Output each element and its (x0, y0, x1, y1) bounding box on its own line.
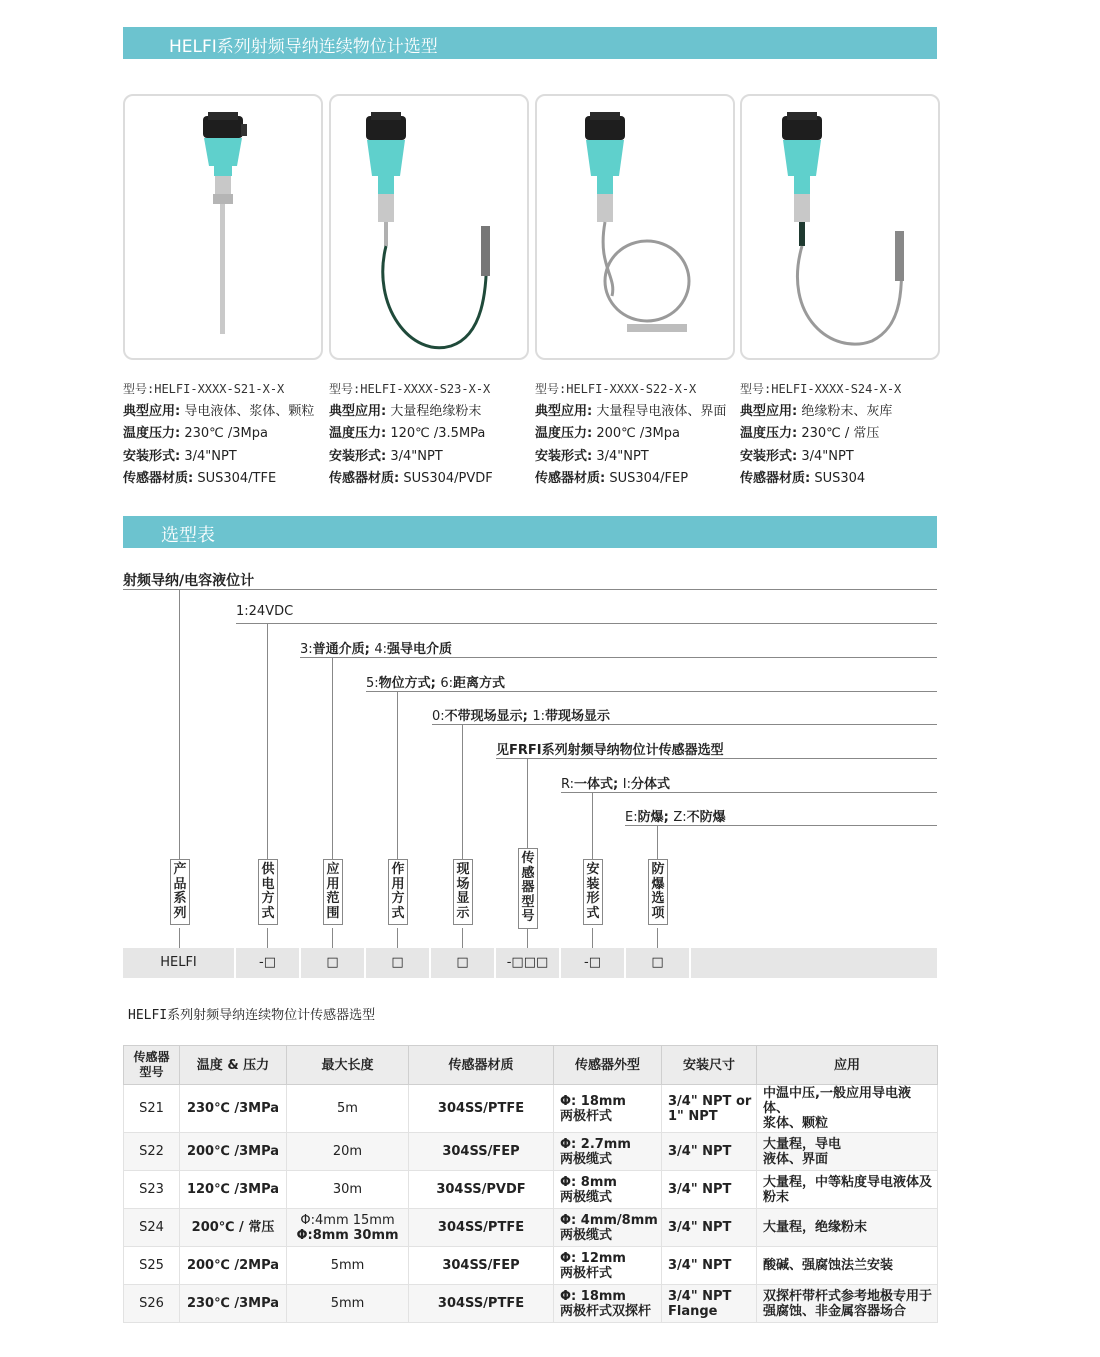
header-cell: 传感器 型号 (124, 1046, 180, 1085)
material-label: 传感器材质: (535, 471, 606, 486)
cell-model: S25 (124, 1247, 180, 1285)
mount-label: 安装形式: (535, 448, 593, 464)
material-label: 传感器材质: (329, 471, 400, 486)
table-row (124, 1209, 938, 1247)
cell-application: 酸碱、强腐蚀法兰安装 (757, 1247, 938, 1285)
cell-size: 3/4" NPT (662, 1209, 757, 1247)
cell-length: Φ:4mm 15mm Φ:8mm 30mm (287, 1209, 409, 1247)
section-title: HELFI系列射频导纳连续物位计选型 (169, 37, 438, 57)
product-spec-s22 (535, 378, 735, 491)
cell-shape: Φ: 18mm 两极杆式双探杆 (554, 1285, 662, 1323)
app-value: 大量程绝缘粉末 (390, 403, 482, 419)
connector-line (332, 657, 333, 859)
code-cell: □ (366, 948, 431, 978)
rod-probe-icon (125, 96, 321, 358)
option-mode: 5:物位方式; 6:距离方式 (366, 676, 506, 691)
app-value: 大量程导电液体、界面 (596, 403, 727, 419)
option-line (432, 724, 937, 725)
option-line (300, 657, 937, 658)
app-value: 绝缘粉末、灰库 (801, 403, 893, 419)
cell-size: 3/4" NPT (662, 1247, 757, 1285)
cell-material: 304SS/FEP (409, 1133, 554, 1171)
selection-title: 选型表 (161, 525, 215, 546)
product-image-s22 (535, 94, 735, 360)
selection-banner (123, 516, 937, 548)
connector-line (592, 928, 593, 948)
connector-line (527, 758, 528, 848)
cell-size: 3/4" NPT or 1" NPT (662, 1085, 757, 1133)
mount-label: 安装形式: (329, 448, 387, 464)
label-application: 应用范围 (323, 859, 343, 925)
temp-label: 温度压力: (123, 426, 181, 441)
material-label: 传感器材质: (740, 471, 811, 486)
table-row (124, 1171, 938, 1209)
temp-label: 温度压力: (329, 426, 387, 441)
app-label: 典型应用: (123, 403, 181, 419)
connector-line (267, 623, 268, 859)
cell-model: S21 (124, 1085, 180, 1133)
product-image-s23 (329, 94, 529, 360)
connector-line (657, 928, 658, 948)
code-cell: -□ (236, 948, 301, 978)
cell-material: 304SS/FEP (409, 1247, 554, 1285)
table-row (124, 1247, 938, 1285)
header-cell: 温度 & 压力 (180, 1046, 287, 1085)
cell-shape: Φ: 4mm/8mm 两极缆式 (554, 1209, 662, 1247)
cell-size: 3/4" NPT Flange (662, 1285, 757, 1323)
cell-material: 304SS/PVDF (409, 1171, 554, 1209)
temp-value: 200℃ /3Mpa (596, 426, 680, 441)
material-value: SUS304/TFE (197, 471, 277, 486)
temp-label: 温度压力: (740, 426, 798, 441)
option-mounting: R:一体式; I:分体式 (561, 777, 670, 792)
material-label: 传感器材质: (123, 471, 194, 486)
header-cell: 传感器材质 (409, 1046, 554, 1085)
cell-temp: 200℃ /2MPa (180, 1247, 287, 1285)
cell-model: S23 (124, 1171, 180, 1209)
code-cell: □ (626, 948, 691, 978)
option-sensor: 见FRFI系列射频导纳物位计传感器选型 (496, 743, 724, 758)
label-mounting: 安装形式 (583, 859, 603, 925)
option-application: 3:普通介质; 4:强导电介质 (300, 642, 453, 657)
section-banner (123, 27, 937, 59)
app-value: 导电液体、浆体、颗粒 (184, 403, 315, 419)
cell-application: 双探杆带杆式参考地极专用于 强腐蚀、非金属容器场合 (757, 1285, 938, 1323)
cell-temp: 200℃ / 常压 (180, 1209, 287, 1247)
mount-value: 3/4"NPT (801, 448, 854, 464)
cell-length: 5mm (287, 1247, 409, 1285)
cell-application: 中温中压,一般应用导电液体、 浆体、颗粒 (757, 1085, 938, 1133)
temp-value: 230℃ /3Mpa (184, 426, 268, 441)
label-display: 现场显示 (453, 859, 473, 925)
option-display: 0:不带现场显示; 1:带现场显示 (432, 709, 611, 724)
connector-line (397, 928, 398, 948)
code-cell: -□ (561, 948, 626, 978)
model-code: 型号:HELFI-XXXX-S24-X-X (740, 382, 902, 396)
header-cell: 安装尺寸 (662, 1046, 757, 1085)
tree-line (123, 589, 937, 590)
label-product-series: 产品系列 (170, 859, 190, 925)
connector-line (267, 928, 268, 948)
temp-value: 230℃ / 常压 (801, 426, 880, 441)
cell-application: 大量程，导电 液体、界面 (757, 1133, 938, 1171)
model-code: 型号:HELFI-XXXX-S23-X-X (329, 382, 491, 396)
product-image-s24 (740, 94, 940, 360)
label-mode: 作用方式 (388, 859, 408, 925)
option-line (561, 792, 937, 793)
model-code: 型号:HELFI-XXXX-S21-X-X (123, 382, 285, 396)
table-row (124, 1133, 938, 1171)
header-cell: 应用 (757, 1046, 938, 1085)
code-cell: □ (301, 948, 366, 978)
cell-length: 5mm (287, 1285, 409, 1323)
table-row (124, 1085, 938, 1133)
cell-material: 304SS/PTFE (409, 1285, 554, 1323)
mount-label: 安装形式: (123, 448, 181, 464)
cell-model: S22 (124, 1133, 180, 1171)
mount-value: 3/4"NPT (596, 448, 649, 464)
tree-title: 射频导纳/电容液位计 (123, 573, 255, 589)
label-explosion: 防爆选项 (648, 859, 668, 925)
mount-value: 3/4"NPT (184, 448, 237, 464)
cell-shape: Φ: 18mm 两极杆式 (554, 1085, 662, 1133)
option-power: 1:24VDC (236, 604, 294, 619)
cable-probe-grey-2-icon (742, 96, 938, 358)
table-row (124, 1285, 938, 1323)
material-value: SUS304 (814, 471, 866, 486)
connector-line (592, 792, 593, 859)
cell-length: 20m (287, 1133, 409, 1171)
cell-length: 5m (287, 1085, 409, 1133)
cell-size: 3/4" NPT (662, 1133, 757, 1171)
cell-length: 30m (287, 1171, 409, 1209)
cell-shape: Φ: 2.7mm 两极缆式 (554, 1133, 662, 1171)
cell-temp: 230℃ /3MPa (180, 1085, 287, 1133)
table-header-row (124, 1046, 938, 1085)
connector-line (397, 691, 398, 859)
cell-size: 3/4" NPT (662, 1171, 757, 1209)
product-image-s21 (123, 94, 323, 360)
cell-model: S26 (124, 1285, 180, 1323)
product-spec-s24 (740, 378, 940, 491)
cell-temp: 230℃ /3MPa (180, 1285, 287, 1323)
label-power: 供电方式 (258, 859, 278, 925)
cell-application: 大量程，绝缘粉末 (757, 1209, 938, 1247)
cell-application: 大量程，中等粘度导电液体及 粉末 (757, 1171, 938, 1209)
cable-probe-grey-icon (537, 96, 733, 358)
connector-line (527, 928, 528, 948)
connector-line (462, 928, 463, 948)
sensor-table-title: HELFI系列射频导纳连续物位计传感器选型 (128, 1008, 376, 1023)
cell-temp: 200℃ /3MPa (180, 1133, 287, 1171)
cell-shape: Φ: 8mm 两极缆式 (554, 1171, 662, 1209)
option-explosion: E:防爆; Z:不防爆 (625, 810, 726, 825)
sensor-table (123, 1045, 938, 1323)
temp-label: 温度压力: (535, 426, 593, 441)
app-label: 典型应用: (535, 403, 593, 419)
header-cell: 传感器外型 (554, 1046, 662, 1085)
cell-model: S24 (124, 1209, 180, 1247)
model-code: 型号:HELFI-XXXX-S22-X-X (535, 382, 697, 396)
cell-material: 304SS/PTFE (409, 1085, 554, 1133)
mount-label: 安装形式: (740, 448, 798, 464)
code-cell: HELFI (123, 948, 236, 978)
connector-line (179, 589, 180, 859)
app-label: 典型应用: (329, 403, 387, 419)
code-cell: □ (431, 948, 496, 978)
option-line (625, 825, 937, 826)
mount-value: 3/4"NPT (390, 448, 443, 464)
code-cell: -□□□ (496, 948, 561, 978)
app-label: 典型应用: (740, 403, 798, 419)
material-value: SUS304/FEP (609, 471, 689, 486)
material-value: SUS304/PVDF (403, 471, 493, 486)
option-line (236, 623, 937, 624)
connector-line (332, 928, 333, 948)
connector-line (179, 928, 180, 948)
cable-probe-green-icon (331, 96, 527, 358)
label-sensor-model: 传感器型号 (518, 848, 538, 929)
cell-shape: Φ: 12mm 两极杆式 (554, 1247, 662, 1285)
cell-material: 304SS/PTFE (409, 1209, 554, 1247)
connector-line (657, 825, 658, 859)
product-spec-s21 (123, 378, 323, 491)
connector-line (462, 724, 463, 859)
header-cell: 最大长度 (287, 1046, 409, 1085)
option-line (366, 691, 937, 692)
order-code-bar (123, 948, 937, 978)
cell-temp: 120℃ /3MPa (180, 1171, 287, 1209)
option-line (496, 758, 937, 759)
product-spec-s23 (329, 378, 529, 491)
temp-value: 120℃ /3.5MPa (390, 426, 486, 441)
